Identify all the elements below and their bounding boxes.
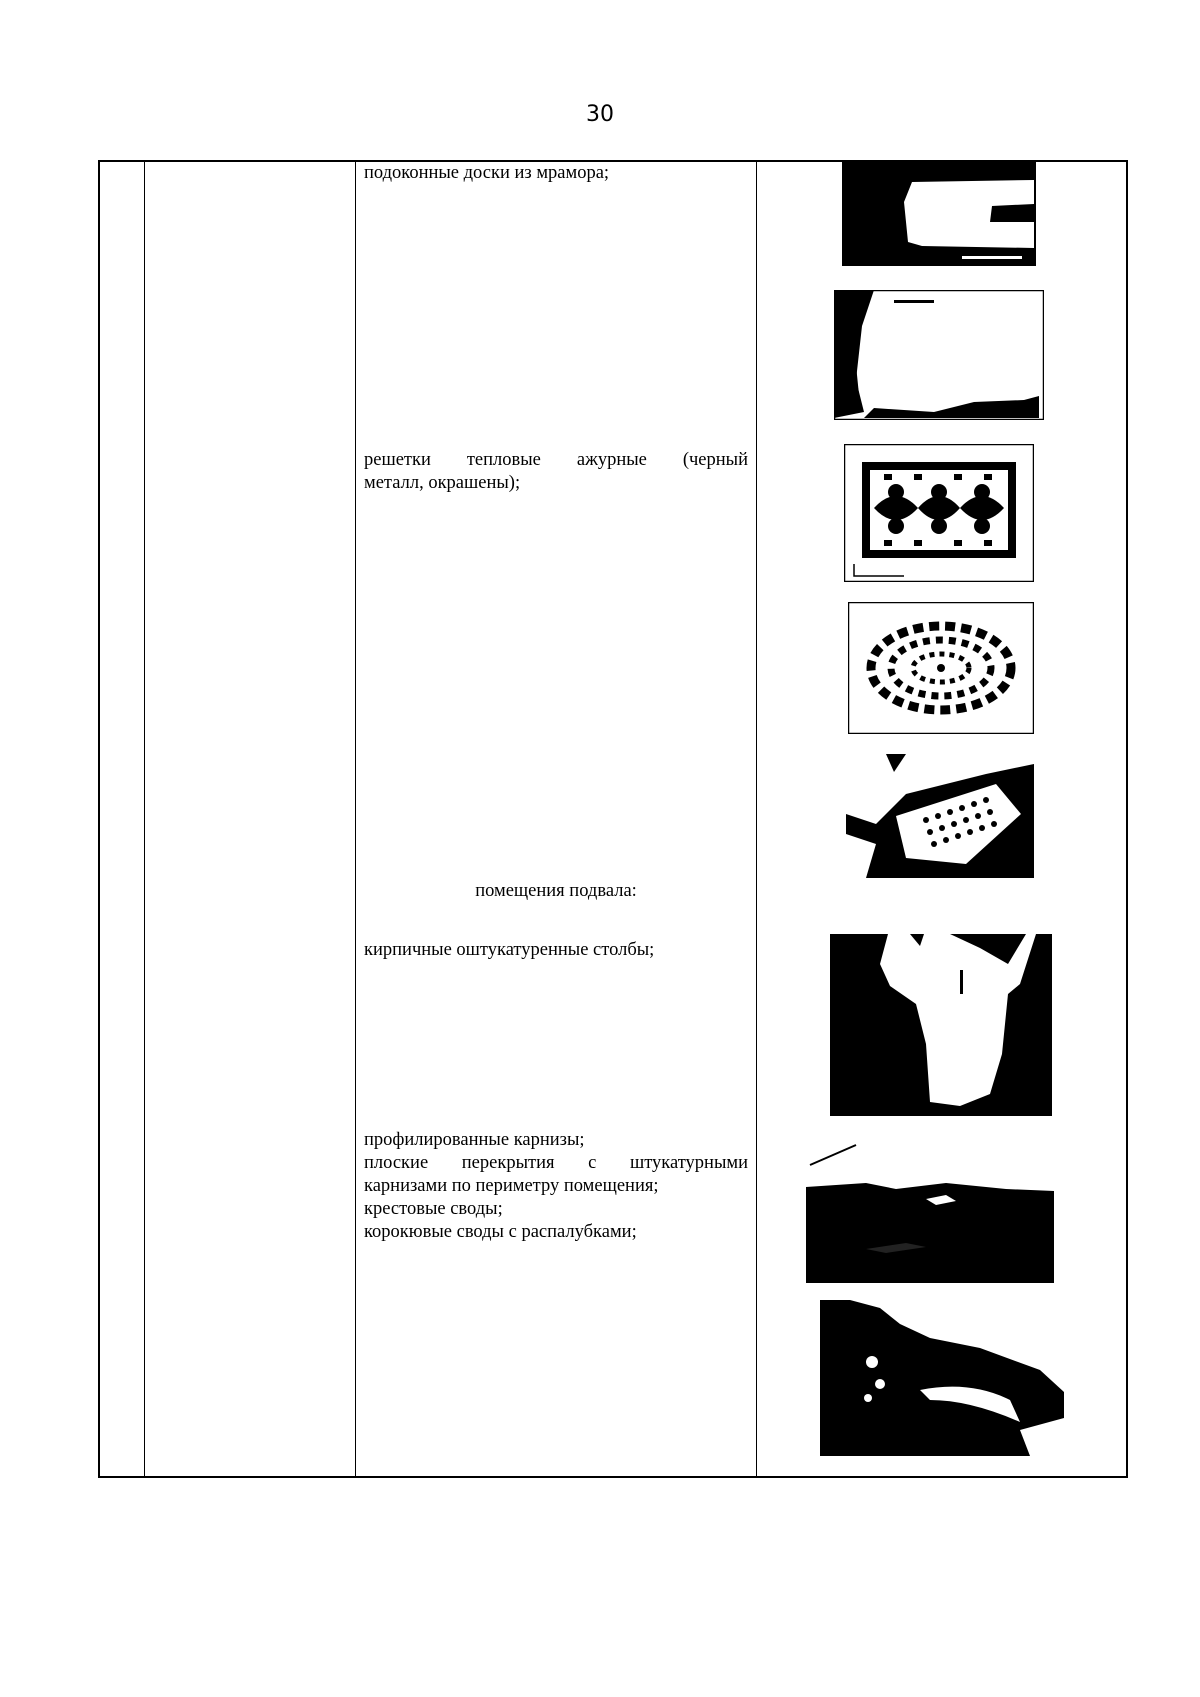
column-divider bbox=[355, 162, 356, 1476]
entry-line: профилированные карнизы; bbox=[364, 1130, 585, 1150]
photo-grille-installed bbox=[846, 754, 1034, 878]
photo-ornamental-grille-oval bbox=[848, 602, 1034, 734]
entry-line: решетки тепловые ажурные (черный bbox=[364, 450, 748, 470]
entry-line: металл, окрашены); bbox=[364, 473, 521, 493]
photo-marble-sill-detail bbox=[834, 290, 1044, 420]
photo-ornamental-grille-rect bbox=[844, 444, 1034, 582]
entry-marble-sills: подоконные доски из мрамора; bbox=[364, 163, 610, 183]
section-heading-basement: помещения подвала: bbox=[475, 881, 637, 901]
entry-brick-pillars: кирпичные оштукатуренные столбы; bbox=[364, 940, 655, 960]
photo-vaults-with-formwork bbox=[820, 1300, 1064, 1456]
entry-line: карнизами по периметру помещения; bbox=[364, 1176, 659, 1196]
column-divider bbox=[756, 162, 757, 1476]
entry-vaults-group bbox=[364, 1129, 748, 1244]
document-table bbox=[98, 160, 1128, 1478]
column-divider bbox=[144, 162, 145, 1476]
photo-marble-sill bbox=[842, 162, 1036, 266]
page-number: 30 bbox=[586, 102, 614, 127]
entry-line: плоские перекрытия с штукатурными bbox=[364, 1153, 748, 1173]
photo-profiled-cornice bbox=[806, 1139, 1056, 1283]
entry-heat-grilles bbox=[364, 449, 748, 495]
entry-line: крестовые своды; bbox=[364, 1199, 503, 1219]
entry-line: корокювые своды с распалубками; bbox=[364, 1222, 637, 1242]
photo-brick-pillar bbox=[830, 934, 1052, 1116]
